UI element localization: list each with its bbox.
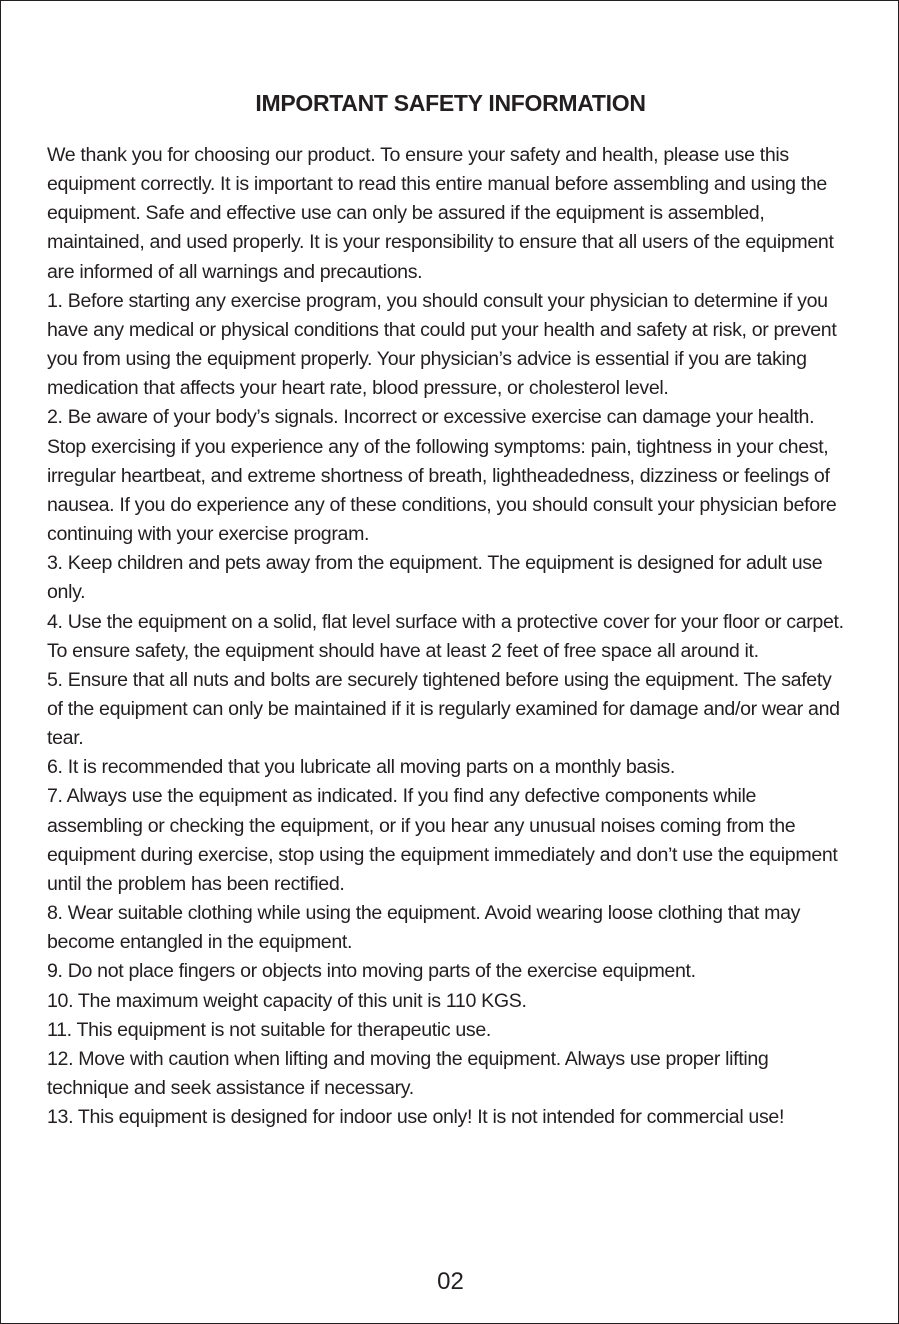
page-number: 02 xyxy=(437,1268,464,1295)
safety-item-11: 11. This equipment is not suitable for therapeutic use. xyxy=(47,1018,492,1041)
safety-item-10: 10. The maximum weight capacity of this unit is 110 KGS. xyxy=(47,989,527,1012)
intro-paragraph: We thank you for choosing our product. To ensure your safety and health, please use this equipment correctly. It is important to read this entire manual before assembling and using the equipment. Safe and effective use can only be assured if the equipment is assembled, maintained, and used properly. It is your responsibility to ensure that all users of the equipment are informed of all warnings and precautions. xyxy=(47,144,834,283)
safety-text-body xyxy=(47,141,852,1132)
safety-item-5: 5. Ensure that all nuts and bolts are securely tightened before using the equipment. The safety of the equipment can only be maintained if it is regularly examined for damage and/or wear and tear. xyxy=(47,668,840,750)
safety-item-8: 8. Wear suitable clothing while using the equipment. Avoid wearing loose clothing that may become entangled in the equipment. xyxy=(47,902,801,954)
safety-item-12: 12. Move with caution when lifting and moving the equipment. Always use proper lifting technique and seek assistance if necessary. xyxy=(47,1047,769,1099)
safety-item-7: 7. Always use the equipment as indicated. If you find any defective components while assembling or checking the equipment, or if you hear any unusual noises coming from the equipment during exercise, stop using the equipment immediately and don’t use the equipment until the problem has been rectified. xyxy=(47,785,838,895)
safety-item-9: 9. Do not place fingers or objects into moving parts of the exercise equipment. xyxy=(47,960,696,983)
page-title: IMPORTANT SAFETY INFORMATION xyxy=(255,90,646,116)
safety-item-3: 3. Keep children and pets away from the equipment. The equipment is designed for adult use only. xyxy=(47,552,823,604)
safety-item-1: 1. Before starting any exercise program, you should consult your physician to determine if you have any medical or physical conditions that could put your health and safety at risk, or prevent you from using the equipment properly. Your physician’s advice is essential if you are taking medication that affects your heart rate, blood pressure, or cholesterol level. xyxy=(47,289,837,400)
safety-item-13: 13. This equipment is designed for indoor use only! It is not intended for commercial use! xyxy=(47,1106,785,1129)
safety-item-4: 4. Use the equipment on a solid, flat level surface with a protective cover for your floor or carpet. To ensure safety, the equipment should have at least 2 feet of free space all around it. xyxy=(47,610,844,662)
safety-item-6: 6. It is recommended that you lubricate all moving parts on a monthly basis. xyxy=(47,756,675,779)
safety-item-2: 2. Be aware of your body’s signals. Incorrect or excessive exercise can damage your health. Stop exercising if you experience any of the following symptoms: pain, tightness in your chest, irregular heartbeat, and extreme shortness of breath, lightheadedness, dizziness or feelings of nausea. If you do experience any of these conditions, you should consult your physician before continuing with your exercise program. xyxy=(47,406,837,546)
